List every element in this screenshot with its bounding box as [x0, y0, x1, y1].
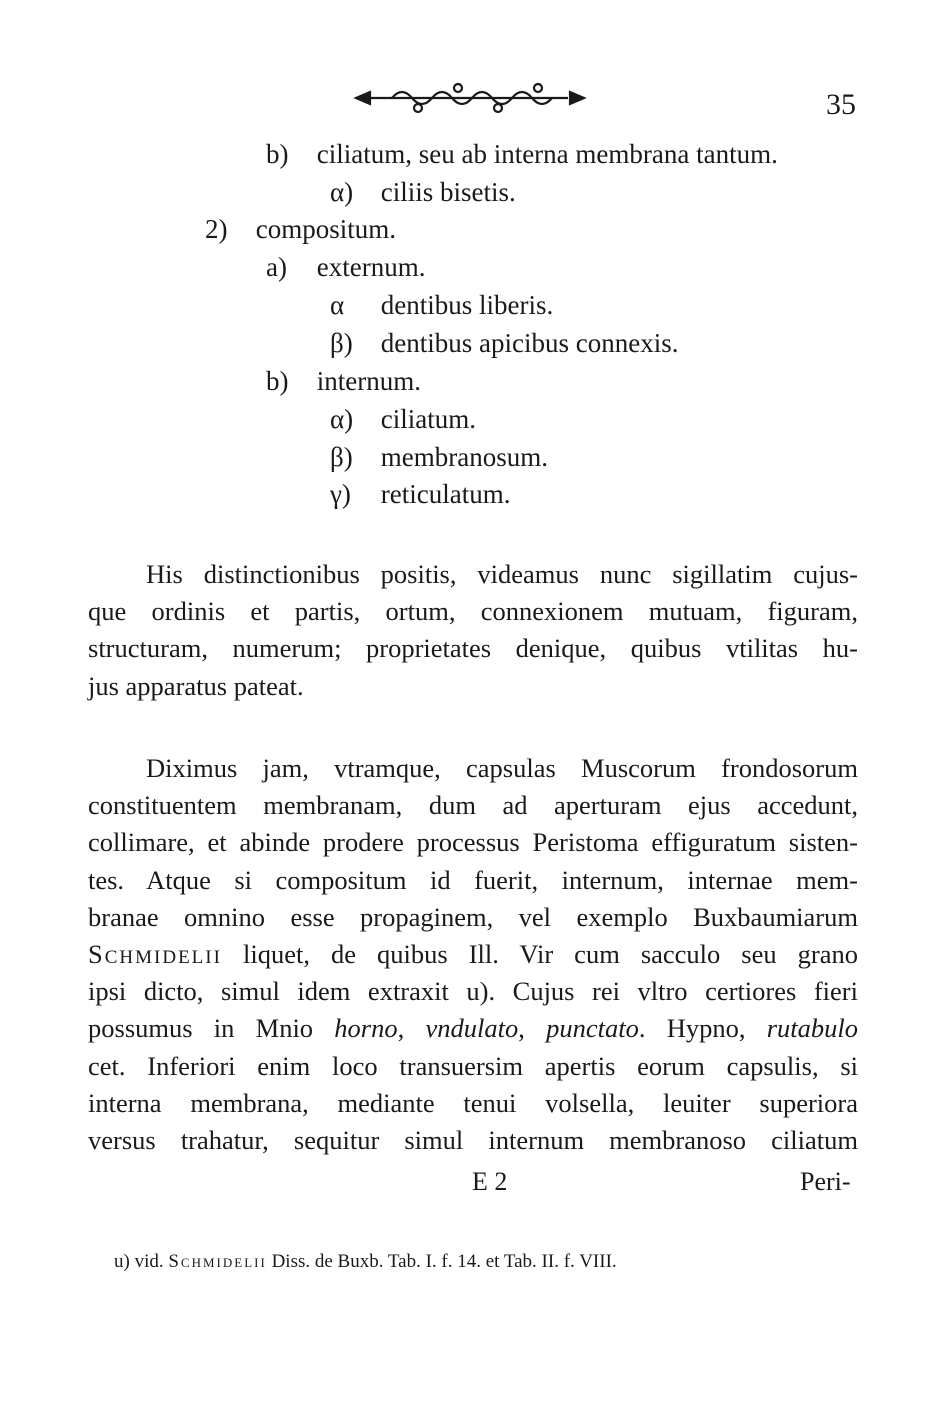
outline-item [330, 292, 553, 319]
text-line: que ordinis et partis, ortum, connexionem mutuam, figuram, [88, 596, 858, 627]
outline-item [266, 254, 425, 281]
text-line: cet. Inferiori enim loco transuersim apertis eorum capsulis, si [88, 1050, 858, 1081]
text-line: branae omnino esse propaginem, vel exemplo Buxbaumiarum [88, 901, 858, 932]
species-name: punctato [546, 1013, 639, 1044]
text-span: , [397, 1013, 426, 1044]
text-span: , [518, 1013, 547, 1044]
text-line: structuram, numerum; proprietates denique, quibus vtilitas hu- [88, 633, 858, 664]
outline-marker: b) [266, 366, 289, 396]
footnote [114, 1251, 617, 1273]
outline-item [330, 481, 510, 508]
outline-item [330, 179, 516, 206]
outline-item [266, 141, 778, 168]
outline-marker: α) [330, 404, 354, 434]
outline-text: ciliatum, seu ab interna membrana tantum. [316, 139, 778, 169]
catchword: Peri- [800, 1167, 851, 1196]
outline-marker: β) [330, 442, 353, 472]
text-line [88, 936, 858, 973]
signature-mark: E 2 [472, 1167, 508, 1196]
outline-item [330, 406, 476, 433]
outline-marker: 2) [205, 214, 228, 244]
species-name: rutabulo [766, 1013, 858, 1044]
outline-marker: α) [330, 177, 354, 207]
ornament-icon [352, 80, 588, 116]
outline-item [205, 216, 396, 243]
text-line: interna membrana, mediante tenui volsella, leuiter superiora [88, 1087, 858, 1118]
text-line: constituentem membranam, dum ad aperturam ejus accedunt, [88, 790, 858, 821]
text-span: . Hypno, [638, 1013, 767, 1044]
author-name: Schmidelii [168, 1251, 267, 1272]
outline-item [330, 444, 548, 471]
outline-text: ciliis bisetis. [380, 177, 516, 207]
outline-item [266, 368, 421, 395]
author-name: Schmidelii [88, 939, 222, 970]
outline-marker: α [330, 290, 345, 320]
paragraph-2 [88, 750, 858, 1159]
text-line [88, 1010, 858, 1047]
text-line: ipsi dicto, simul idem extraxit u). Cujus rei vltro certiores fieri [88, 976, 858, 1007]
text-line: collimare, et abinde prodere processus Peristoma effiguratum sisten- [88, 827, 858, 858]
text-line: jus apparatus pateat. [88, 670, 304, 701]
outline-text: dentibus apicibus connexis. [380, 328, 679, 358]
text-span: liquet, de quibus Ill. Vir cum sacculo seu grano [221, 939, 858, 970]
outline-text: reticulatum. [380, 479, 511, 509]
outline-marker: β) [330, 328, 353, 358]
page-number: 35 [826, 88, 856, 121]
footnote-text: Diss. de Buxb. Tab. I. f. 14. et Tab. II. f. VIII. [266, 1251, 617, 1272]
text-line: His distinctionibus positis, videamus nunc sigillatim cujus- [146, 559, 858, 589]
text-line: Diximus jam, vtramque, capsulas Muscorum frondosorum [146, 753, 858, 783]
footnote-text: u) vid. [114, 1251, 169, 1272]
outline-text: internum. [316, 366, 421, 396]
paragraph-1 [88, 556, 858, 705]
outline-item [330, 330, 678, 357]
outline-marker: b) [266, 139, 289, 169]
species-name: horno [334, 1013, 398, 1044]
text-line: versus trahatur, sequitur simul internum membranoso ciliatum [88, 1125, 858, 1156]
outline-text: membranosum. [380, 442, 548, 472]
outline-marker: γ) [330, 479, 351, 509]
outline-marker: a) [266, 252, 287, 282]
text-line: tes. Atque si compositum id fuerit, internum, internae mem- [88, 864, 858, 895]
text-span: possumus in Mnio [88, 1013, 335, 1044]
species-name: vndulato [425, 1013, 519, 1044]
outline-text: dentibus liberis. [380, 290, 554, 320]
outline-text: externum. [316, 252, 426, 282]
outline-text: ciliatum. [380, 404, 476, 434]
outline-text: compositum. [255, 214, 396, 244]
